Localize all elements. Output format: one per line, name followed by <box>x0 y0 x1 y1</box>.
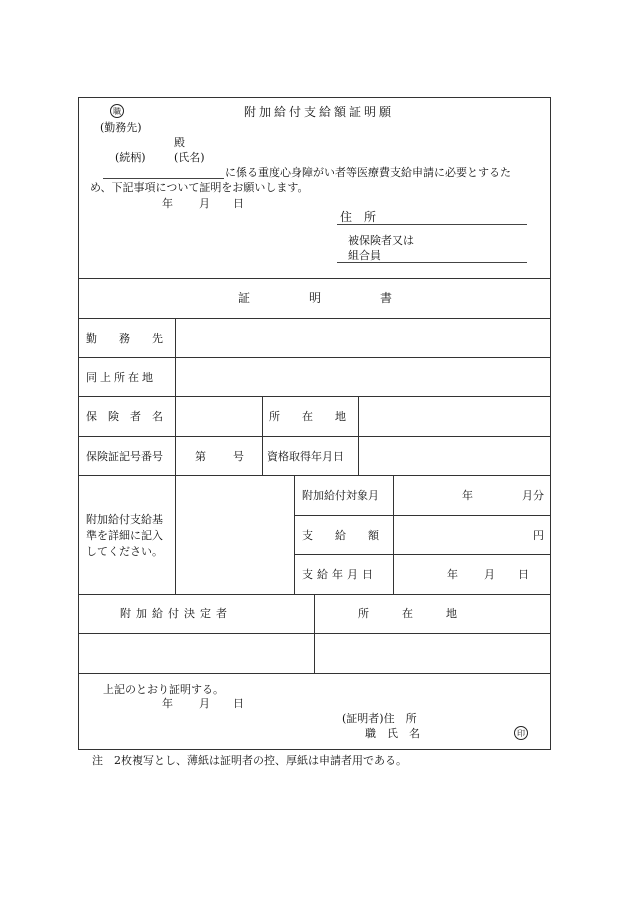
payment-amount-label: 支 給 額 <box>302 529 379 542</box>
decider-location-label: 所 在 地 <box>358 607 457 620</box>
workplace-address-label: 同上所在地 <box>86 371 156 384</box>
row-divider <box>294 554 551 555</box>
workplace-row-label: 勤 務 先 <box>86 332 163 345</box>
request-text-line2: め、下記事項について証明をお願いします。 <box>90 181 309 194</box>
insured-name-field[interactable] <box>337 262 527 263</box>
request-date-day: 日 <box>233 197 244 210</box>
divider-request-certificate <box>78 278 551 279</box>
insurance-number-label: 保険証記号番号 <box>86 450 163 463</box>
certificate-title-char1: 証 <box>238 291 251 305</box>
payment-date-year: 年 <box>447 568 458 581</box>
address-label: 住 所 <box>340 210 377 224</box>
criteria-instruction-line3: してください。 <box>86 545 163 558</box>
certificate-title-char3: 書 <box>380 291 393 305</box>
decider-label: 附加給付決定者 <box>120 607 232 620</box>
col-divider <box>294 475 295 594</box>
workplace-field[interactable] <box>176 319 550 357</box>
target-year-unit: 年 <box>462 489 473 502</box>
name-label: (氏名) <box>174 151 205 164</box>
insurer-name-field[interactable] <box>176 397 262 435</box>
decider-location-field[interactable] <box>315 634 550 672</box>
row-divider <box>78 475 551 476</box>
insured-label-line2: 組合員 <box>348 249 381 262</box>
address-field[interactable] <box>337 224 527 225</box>
criteria-detail-field[interactable] <box>176 476 294 594</box>
request-date-month: 月 <box>199 197 210 210</box>
payment-date-label: 支給年月日 <box>302 568 377 581</box>
col-divider <box>393 475 394 594</box>
form-title: 附加給付支給額証明願 <box>244 105 395 119</box>
form-note: 注 2枚複写とし、薄紙は証明者の控、厚紙は申請者用である。 <box>92 754 407 767</box>
target-month-label: 附加給付対象月 <box>302 489 379 502</box>
col-divider <box>262 396 263 476</box>
certifier-address-label: (証明者)住 所 <box>342 712 417 725</box>
criteria-instruction-line2: 準を詳細に記入 <box>86 529 163 542</box>
qualification-date-field[interactable] <box>359 437 550 475</box>
yen-unit: 円 <box>533 529 544 542</box>
certify-date-month: 月 <box>199 697 210 710</box>
insurer-location-label: 所 在 地 <box>269 410 346 423</box>
workplace-address-field[interactable] <box>176 358 550 396</box>
target-month-unit: 月分 <box>522 489 544 502</box>
insurer-location-field[interactable] <box>359 397 550 435</box>
row-divider <box>78 673 551 674</box>
honorific-label: 殿 <box>174 136 185 149</box>
criteria-instruction-line1: 附加給付支給基 <box>86 513 163 526</box>
request-date-year: 年 <box>162 197 173 210</box>
decider-name-field[interactable] <box>79 634 314 672</box>
qualification-date-label: 資格取得年月日 <box>267 450 344 463</box>
subject-name-blank[interactable] <box>103 178 224 179</box>
row-divider <box>294 515 551 516</box>
insurance-number-suffix: 号 <box>233 450 244 463</box>
insured-label-line1: 被保険者又は <box>348 234 414 247</box>
seal-mark: 印 <box>514 726 528 740</box>
request-text-line1: に係る重度心身障がい者等医療費支給申請に必要とするた <box>225 166 511 179</box>
certify-statement: 上記のとおり証明する。 <box>103 683 224 696</box>
certificate-title-char2: 明 <box>309 291 322 305</box>
payment-date-month: 月 <box>484 568 495 581</box>
certifier-name-label: 職 氏 名 <box>365 727 420 740</box>
certify-date-year: 年 <box>162 697 173 710</box>
certify-date-day: 日 <box>233 697 244 710</box>
official-seal-mark: 職 <box>110 104 124 118</box>
insurer-name-label: 保 険 者 名 <box>86 410 163 423</box>
workplace-label: (勤務先) <box>100 121 142 134</box>
payment-date-day: 日 <box>518 568 529 581</box>
insurance-number-prefix: 第 <box>195 450 206 463</box>
relation-label: (続柄) <box>115 151 146 164</box>
